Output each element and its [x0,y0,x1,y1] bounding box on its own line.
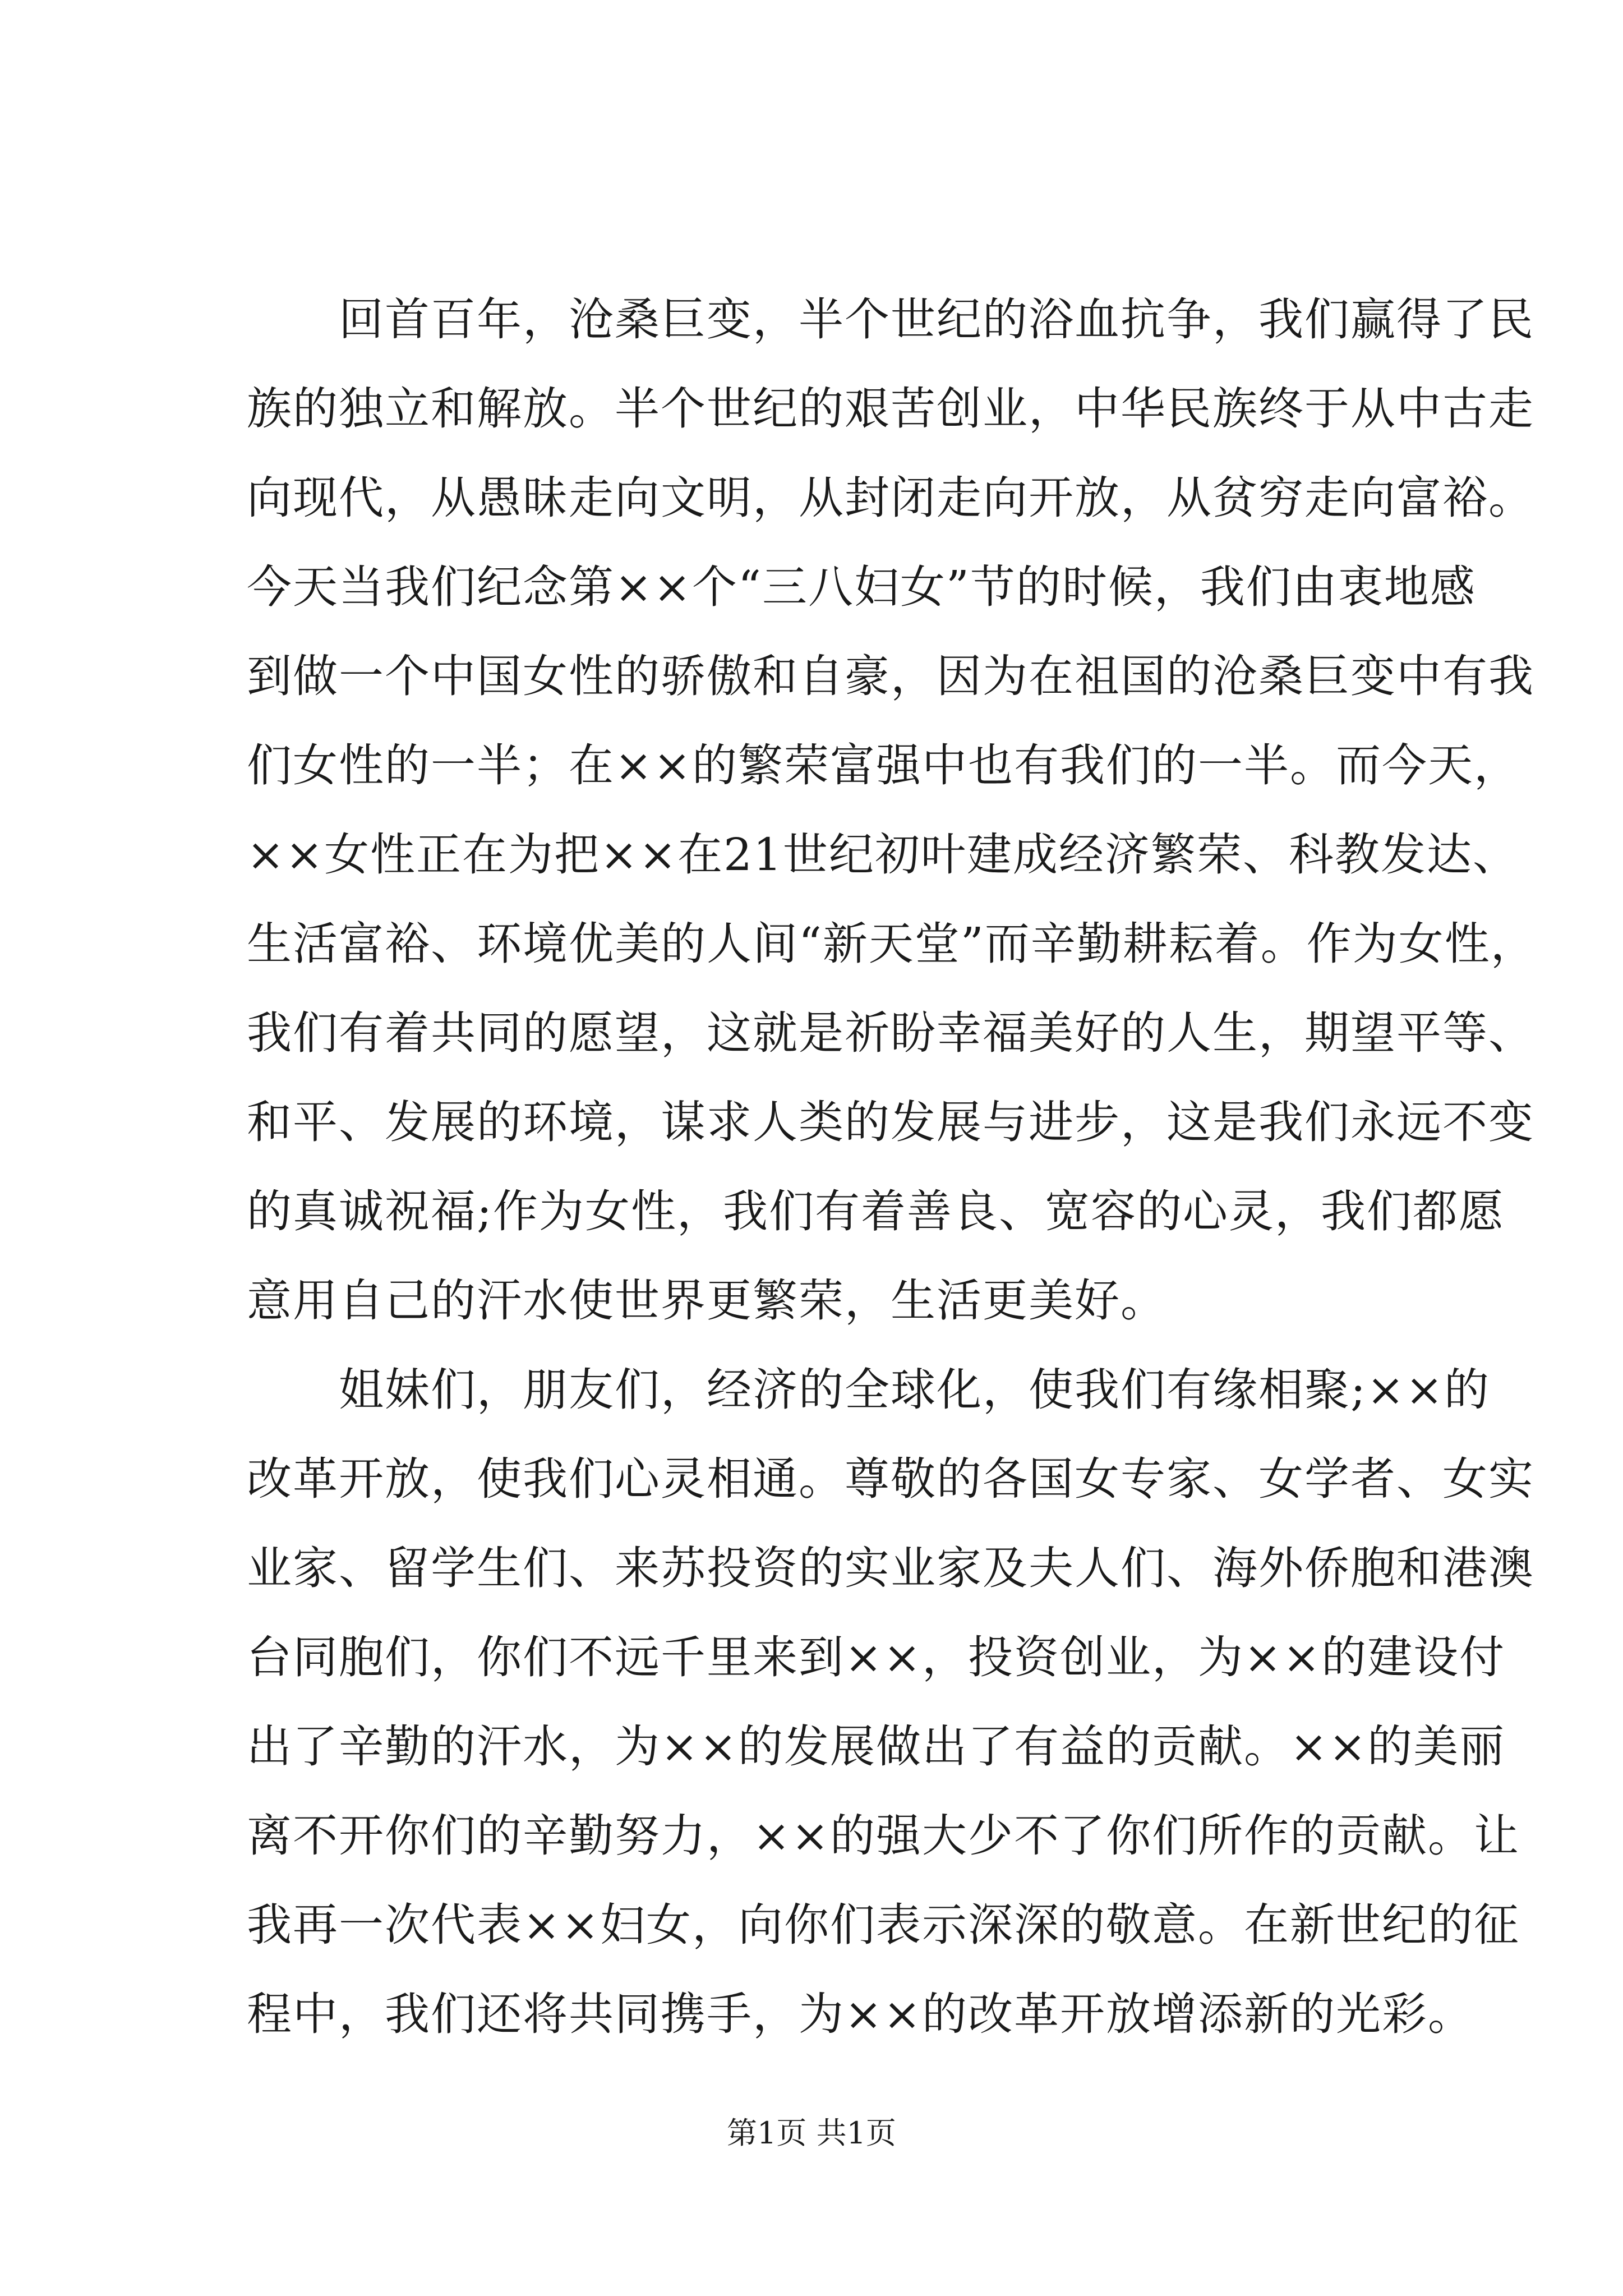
text-line: 们女性的一半；在××的繁荣富强中也有我们的一半。而今天， [247,739,1520,792]
text-line: 和平、发展的环境，谋求人类的发展与进步，这是我们永远不变 [247,1096,1534,1148]
text-line: 姐妹们，朋友们，经济的全球化，使我们有缘相聚;××的 [247,1364,1491,1416]
document-body [247,275,1537,2059]
text-line: 生活富裕、环境优美的人间“新天堂”而辛勤耕耘着。作为女性， [247,918,1537,970]
text-line: 我们有着共同的愿望，这就是祈盼幸福美好的人生，期望平等、 [247,1007,1534,1059]
text-line: 的真诚祝福;作为女性，我们有着善良、宽容的心灵，我们都愿 [247,1185,1505,1237]
text-line: 向现代，从愚昧走向文明，从封闭走向开放，从贫穷走向富裕。 [247,472,1534,524]
text-line: 程中，我们还将共同携手，为××的改革开放增添新的光彩。 [247,1988,1474,2040]
text-line: 改革开放，使我们心灵相通。尊敬的各国女专家、女学者、女实 [247,1453,1534,1505]
text-line: 今天当我们纪念第××个“三八妇女”节的时候，我们由衷地感 [247,561,1476,613]
page-footer: 第1页 共1页 [727,2115,896,2151]
text-line: 业家、留学生们、来苏投资的实业家及夫人们、海外侨胞和港澳 [247,1542,1534,1594]
text-line: ××女性正在为把××在21世纪初叶建成经济繁荣、科教发达、 [247,829,1519,881]
text-line: 意用自己的汗水使世界更繁荣，生活更美好。 [247,1274,1166,1327]
paragraph-2 [247,1345,1534,2059]
text-line: 到做一个中国女性的骄傲和自豪，因为在祖国的沧桑巨变中有我 [247,650,1534,702]
text-line: 离不开你们的辛勤努力，××的强大少不了你们所作的贡献。让 [247,1810,1520,1862]
text-line: 台同胞们，你们不远千里来到××，投资创业，为××的建设付 [247,1631,1506,1683]
text-line: 回首百年，沧桑巨变，半个世纪的浴血抗争，我们赢得了民 [247,293,1534,346]
text-line: 出了辛勤的汗水，为××的发展做出了有益的贡献。××的美丽 [247,1720,1506,1773]
paragraph-1 [247,275,1537,1345]
text-line: 族的独立和解放。半个世纪的艰苦创业，中华民族终于从中古走 [247,383,1534,435]
text-line: 我再一次代表××妇女，向你们表示深深的敬意。在新世纪的征 [247,1899,1520,1951]
